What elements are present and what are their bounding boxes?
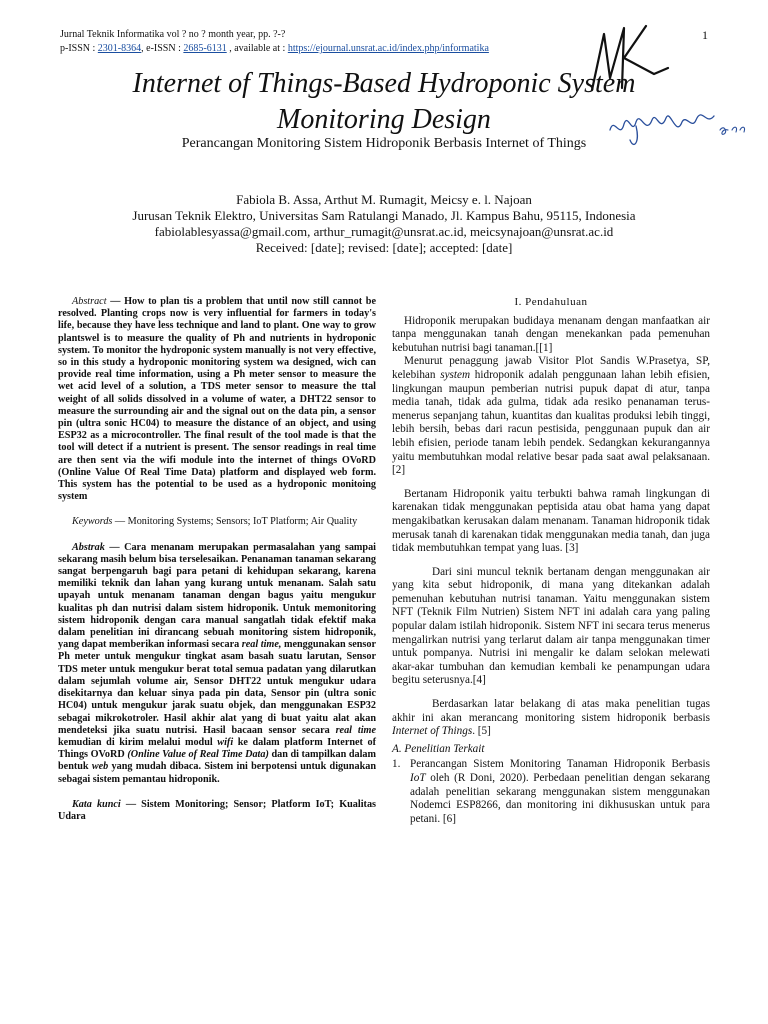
intro-paragraph-4: Dari sini muncul teknik bertanam dengan menggunakan air yang kita sebut hidroponik, di mana yang ditekankan adalah pemenuhan kebutuhan nutrisi tanaman. Yaitu menggunakan sistem NFT (Teknik Film Nutrien) Sistem NFT ini adalah cara yang paling popular dalam istilah hidroponik. Sistem NFT ini secara terus menerus mengalirkan nutrisi yang terlarut dalam air tanpa menggunakan timer untuk pompanya. Nutrisi ini mengalir ke dalam selokan melewati akar-akar tumbuhan dan kemudian kembali ke penampungan udara begitu seterusnya.[4] — [392, 565, 710, 687]
journal-citation: Jurnal Teknik Informatika vol ? no ? month year, pp. ?-? — [60, 29, 286, 40]
issn-line: p-ISSN : 2301-8364, e-ISSN : 2685-6131 , available at : https://ejournal.unsrat.ac.id/index.php/informatika — [60, 43, 489, 54]
paper-title — [60, 66, 708, 138]
left-column — [58, 296, 376, 823]
intro-paragraph-5: Berdasarkan latar belakang di atas maka penelitian tugas akhir ini akan merancang monitoring sistem hidroponik berbasis Internet of Things. [5] — [392, 698, 710, 738]
submission-dates: Received: [date]; revised: [date]; accepted: [date] — [255, 240, 513, 255]
right-column — [392, 296, 710, 826]
list-item — [392, 758, 710, 826]
intro-paragraph-3: Bertanam Hidroponik yaitu terbukti bahwa ramah lingkungan di karenakan tidak menggunakan peptisida atau obat hama yang dapat mengakibatkan kerusakan dalam menanam. Tanaman hidroponik tidak merusak tanah di karenakan tidak menggunakan media tanah, dan juga tidak membutuhkan tempat yang luas. [3] — [392, 487, 710, 555]
abstrak-label: Abstrak — [72, 541, 105, 553]
kata-kunci-id — [58, 799, 376, 823]
author-emails: fabiolablesyassa@gmail.com, arthur_rumagit@unsrat.ac.id, meicsynajoan@unsrat.ac.id — [154, 224, 614, 239]
list-item-number: 1. — [392, 758, 401, 771]
journal-url-link[interactable]: https://ejournal.unsrat.ac.id/index.php/informatika — [287, 43, 489, 54]
pissn-link[interactable]: 2301-8364 — [97, 43, 142, 54]
kata-kunci-text: — Sistem Monitoring; Sensor; Platform IoT; Kualitas Udara — [58, 798, 376, 822]
author-names: Fabiola B. Assa, Arthut M. Rumagit, Meicsy e. l. Najoan — [236, 192, 532, 207]
intro-paragraph-2: Menurut penaggung jawab Visitor Plot Sandis W.Prasetya, SP, kelebihan system hidroponik adalah penggunaan lahan lebih efisien, lingkungan maupun pemberian nutrisi pupuk dapat di atur, tanpa media tanah, tidak ada gulma, tidak ada resiko penanaman terus-menerus sepanjang tahun, kuantitas dan kualitas produksi lebih tinggi, lebih bersih, bebas dari racun pestisida, penggunaan pupuk dan air lebih efisien, periode tanam lebih pendek. Sedangkan kekurangannya yaitu membutuhkan modal relative besar pada saat awal pelaksanaan.[2] — [392, 355, 710, 477]
kata-kunci-label: Kata kunci — [72, 798, 121, 810]
list-item-text: Perancangan Sistem Monitoring Tanaman Hidroponik Berbasis IoT oleh (R Doni, 2020). Perbedaan penelitian dengan sekarang adalah penelitian sekarang menggunakan sistem menggunakan Nodemci ESP8266, dan monitoring ini dikhususkan untuk para petani. [6] — [410, 758, 710, 825]
author-block — [60, 192, 708, 256]
intro-paragraph-1: Hidroponik merupakan budidaya menanam dengan manfaatkan air tanpa menggunakan tanah dengan menekankan pada pemenuhan kebutuhan nutrisi bagi tanaman.[[1] — [392, 314, 710, 354]
keywords-en — [58, 516, 376, 528]
abstract-en — [58, 296, 376, 503]
abstract-label: Abstract — [72, 296, 107, 307]
section-heading-pendahuluan: I. Pendahuluan — [514, 296, 588, 308]
subsection-heading-penelitian-terkait: A. Penelitian Terkait — [392, 742, 485, 755]
page-number: 1 — [702, 28, 708, 42]
keywords-label: Keywords — [72, 516, 113, 528]
eissn-link[interactable]: 2685-6131 — [183, 43, 227, 54]
abstract-text: — How to plan tis a problem that until now still cannot be resolved. Planting crops now is very influential for farmers in today's life, because they have less technique and land to plant. One way to grow plantswel is to measure the quality of Ph and nutrients in hydroponic system. To monitor the hydroponic system manually is not very effective, so in this study a hydroponic monitoring system wa designed, wich can provide real time information, using a Ph meter sensor to measure the wet acid level of a solution, a TDS meter sensor to measure the ttal weight of all solids dissolved in a volume of water, a DHT22 sensor to measure the surrounding air and the signal out on the data pin, a sensor pin (ultra sonic HC04) to measure the distance of an object, and using ESP32 as a microcontroller. The final result of the tool made is that the tool will detect if a nutrient is present. The sensor readings in real time are then sent via the wifi module into the internet of things OVoRD (Online Value Of Real Time Data) platform and displayed web form. This system has the potential to be used as a hydroponic monitoing system — [58, 296, 376, 503]
journal-header — [60, 28, 489, 56]
author-affiliation: Jurusan Teknik Elektro, Universitas Sam Ratulangi Manado, Jl. Kampus Bahu, 95115, Indonesia — [132, 208, 636, 223]
keywords-text: — Monitoring Systems; Sensors; IoT Platform; Air Quality — [112, 516, 358, 528]
paper-title-line2: Monitoring Design — [277, 104, 491, 135]
paper-title-line1: Internet of Things-Based Hydroponic System — [132, 68, 636, 99]
paper-subtitle: Perancangan Monitoring Sistem Hidroponik Berbasis Internet of Things — [181, 136, 587, 151]
abstrak-id: Abstrak — Cara menanam merupakan permasalahan yang sampai sekarang masih belum bisa terselesaikan. Penanaman tanaman sekarang sangat berpengaruh bagi para petani di kehidupan sekarang, karena memiliki teknik dan lahan yang kurang untuk menanam. Salah satu upayah untuk menanam tanaman dengan bagus yaitu mengukur kualitas ph dan nutrisi dalam sistem hidroponik. Untuk memonitoring sistem hidroponik dengan cara manual sangatlah tidak efektif maka dalam penelitian ini dirancang sebuah monitoring sistem hidroponik, yang dapat memberikan informasi secara real time, menggunakan sensor Ph meter untuk mengukur tingkat asam basah suatu larutan, Sensor TDS meter untuk mengukur berat total semua padatan yang dilarutkan dalam sejumlah volume air, Sensor DHT22 untuk mengukur udara disekitarnya dan keluar sinya pada pin data, Sensor pin (ultra sonic HC04) untuk mengukur jarak suatu objek, dan menggunakan ESP32 sebagai mikrokotroler. Hasil akhir alat yang di buat yaitu alat akan mendeteksi jika suatu nutrisi. Hasil bacaan sensor secara real time kemudian di kirim melalui modul wifi ke dalam platform Internet of Things OVoRD (Online Value of Real Time Data) dan di tampilkan dalam bentuk web yang mudah dibaca. Sistem ini berpotensi untuk digunakan sebagai sistem pemantau hidroponik. — [58, 541, 376, 785]
